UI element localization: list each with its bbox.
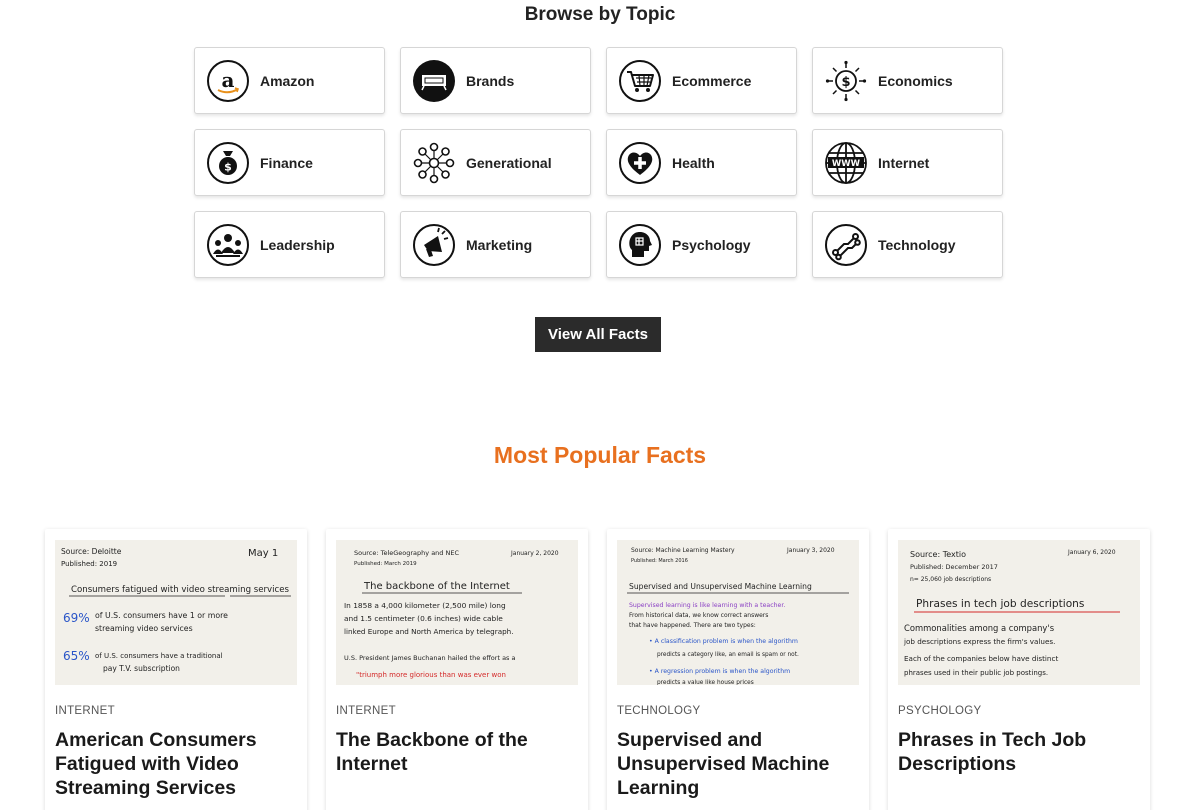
megaphone-icon (412, 223, 456, 267)
svg-text:$: $ (224, 160, 232, 173)
wb-published: Published: December 2017 (910, 563, 998, 571)
circuit-icon (824, 223, 868, 267)
svg-text:a: a (221, 67, 235, 92)
topic-label-psychology: Psychology (672, 236, 751, 253)
wb-line: • A classification problem is when the algorithm (649, 638, 798, 645)
amazon-icon (206, 59, 250, 103)
topic-card-internet[interactable] (812, 129, 1003, 196)
wb-line: In 1858 a 4,000 kilometer (2,500 mile) long (344, 601, 506, 610)
wb-source: Source: TeleGeography and NEC (354, 549, 460, 557)
wb-line: Supervised learning is like learning with a teacher. (629, 602, 786, 609)
wb-line: of U.S. consumers have a traditional (95, 652, 223, 660)
topic-card-finance[interactable] (194, 129, 385, 196)
wb-line: "triumph more glorious than was ever won (356, 671, 506, 679)
wb-heading: The backbone of the Internet (364, 581, 510, 592)
wb-stat: 69% (63, 611, 90, 625)
wb-note: n= 25,060 job descriptions (910, 576, 992, 583)
topic-label-generational: Generational (466, 154, 552, 171)
wb-line: job descriptions express the firm's values. (904, 637, 1056, 646)
topic-card-technology[interactable] (812, 211, 1003, 278)
wb-source: Source: Machine Learning Mastery (631, 547, 735, 554)
topic-card-leadership[interactable] (194, 211, 385, 278)
fact-card[interactable] (607, 529, 869, 810)
wb-line: pay T.V. subscription (103, 664, 180, 673)
wb-line: linked Europe and North America by telegraph. (344, 627, 514, 636)
topic-card-marketing[interactable] (400, 211, 591, 278)
wb-line: • A regression problem is when the algorithm (649, 668, 791, 675)
dollar-globe-icon (824, 59, 868, 103)
fact-title[interactable]: American Consumers Fatigued with Video Streaming Services (55, 729, 257, 799)
topic-label-economics: Economics (878, 72, 953, 89)
brand-tag-icon (412, 59, 456, 103)
wb-line: predicts a value like house prices (657, 680, 754, 685)
wb-heading: Consumers fatigued with video streaming services (71, 585, 290, 595)
fact-category[interactable]: INTERNET (336, 705, 396, 717)
www-globe-icon (824, 141, 868, 185)
svg-text:WWW: WWW (831, 158, 861, 169)
topic-card-brands[interactable] (400, 47, 591, 114)
heart-plus-icon (618, 141, 662, 185)
fact-category[interactable]: INTERNET (55, 705, 115, 717)
fact-title[interactable]: Phrases in Tech Job Descriptions (898, 729, 1087, 775)
topic-card-amazon[interactable] (194, 47, 385, 114)
wb-line: From historical data, we know correct answers (629, 612, 769, 619)
head-puzzle-icon (618, 223, 662, 267)
topic-card-psychology[interactable] (606, 211, 797, 278)
wb-line: Commonalities among a company's (904, 623, 1055, 633)
wb-line: phrases used in their public job postings. (904, 669, 1049, 677)
topic-label-marketing: Marketing (466, 236, 533, 253)
fact-card[interactable] (888, 529, 1150, 810)
wb-stat: 65% (63, 649, 90, 663)
browse-by-topic-heading: Browse by Topic (524, 4, 676, 25)
topic-label-internet: Internet (878, 154, 930, 171)
money-bag-icon (206, 141, 250, 185)
topic-card-economics[interactable] (812, 47, 1003, 114)
fact-title[interactable]: The Backbone of the Internet (336, 729, 528, 775)
fact-card[interactable] (326, 529, 588, 810)
most-popular-facts-heading: Most Popular Facts (493, 442, 707, 468)
people-network-icon (412, 141, 456, 185)
wb-source: Source: Deloitte (61, 547, 122, 556)
wb-date: January 6, 2020 (1068, 549, 1116, 556)
topic-card-health[interactable] (606, 129, 797, 196)
wb-line: Each of the companies below have distinct (904, 654, 1059, 663)
topic-label-leadership: Leadership (260, 236, 335, 253)
team-leader-icon (206, 223, 250, 267)
wb-source: Source: Textio (910, 550, 967, 559)
fact-card[interactable] (45, 529, 307, 810)
topic-label-technology: Technology (878, 236, 956, 253)
wb-date: May 1 (248, 548, 279, 559)
topic-label-brands: Brands (466, 72, 515, 89)
wb-line: and 1.5 centimeter (0.6 inches) wide cable (344, 614, 503, 623)
topic-label-finance: Finance (260, 154, 313, 171)
wb-line: predicts a category like, an email is spam or not. (657, 652, 799, 658)
whiteboard-image[interactable] (898, 540, 1140, 685)
topic-card-ecommerce[interactable] (606, 47, 797, 114)
wb-heading: Phrases in tech job descriptions (916, 598, 1085, 610)
wb-published: Published: 2019 (61, 560, 118, 568)
shopping-cart-icon (618, 59, 662, 103)
wb-heading: Supervised and Unsupervised Machine Learning (629, 582, 812, 591)
wb-line: U.S. President James Buchanan hailed the effort as a (344, 654, 516, 662)
svg-text:$: $ (841, 74, 851, 90)
topic-grid (194, 47, 1002, 278)
wb-published: Published: March 2019 (354, 561, 417, 567)
wb-line: that have happened. There are two types: (629, 622, 756, 629)
fact-category[interactable]: TECHNOLOGY (617, 705, 701, 717)
wb-date: January 2, 2020 (511, 550, 559, 557)
topic-label-ecommerce: Ecommerce (672, 72, 752, 89)
fact-title[interactable]: Supervised and Unsupervised Machine Learning (617, 729, 830, 799)
topic-card-generational[interactable] (400, 129, 591, 196)
whiteboard-image[interactable] (55, 540, 297, 685)
wb-line: of U.S. consumers have 1 or more (95, 611, 228, 620)
wb-date: January 3, 2020 (787, 547, 835, 554)
whiteboard-image[interactable] (617, 540, 859, 685)
view-all-facts-button[interactable]: View All Facts (535, 317, 661, 352)
topic-label-health: Health (672, 154, 715, 171)
wb-line: streaming video services (95, 624, 193, 633)
fact-category[interactable]: PSYCHOLOGY (898, 705, 982, 717)
wb-published: Published: March 2016 (631, 558, 688, 564)
whiteboard-image[interactable] (336, 540, 578, 685)
topic-label-amazon: Amazon (260, 72, 315, 89)
